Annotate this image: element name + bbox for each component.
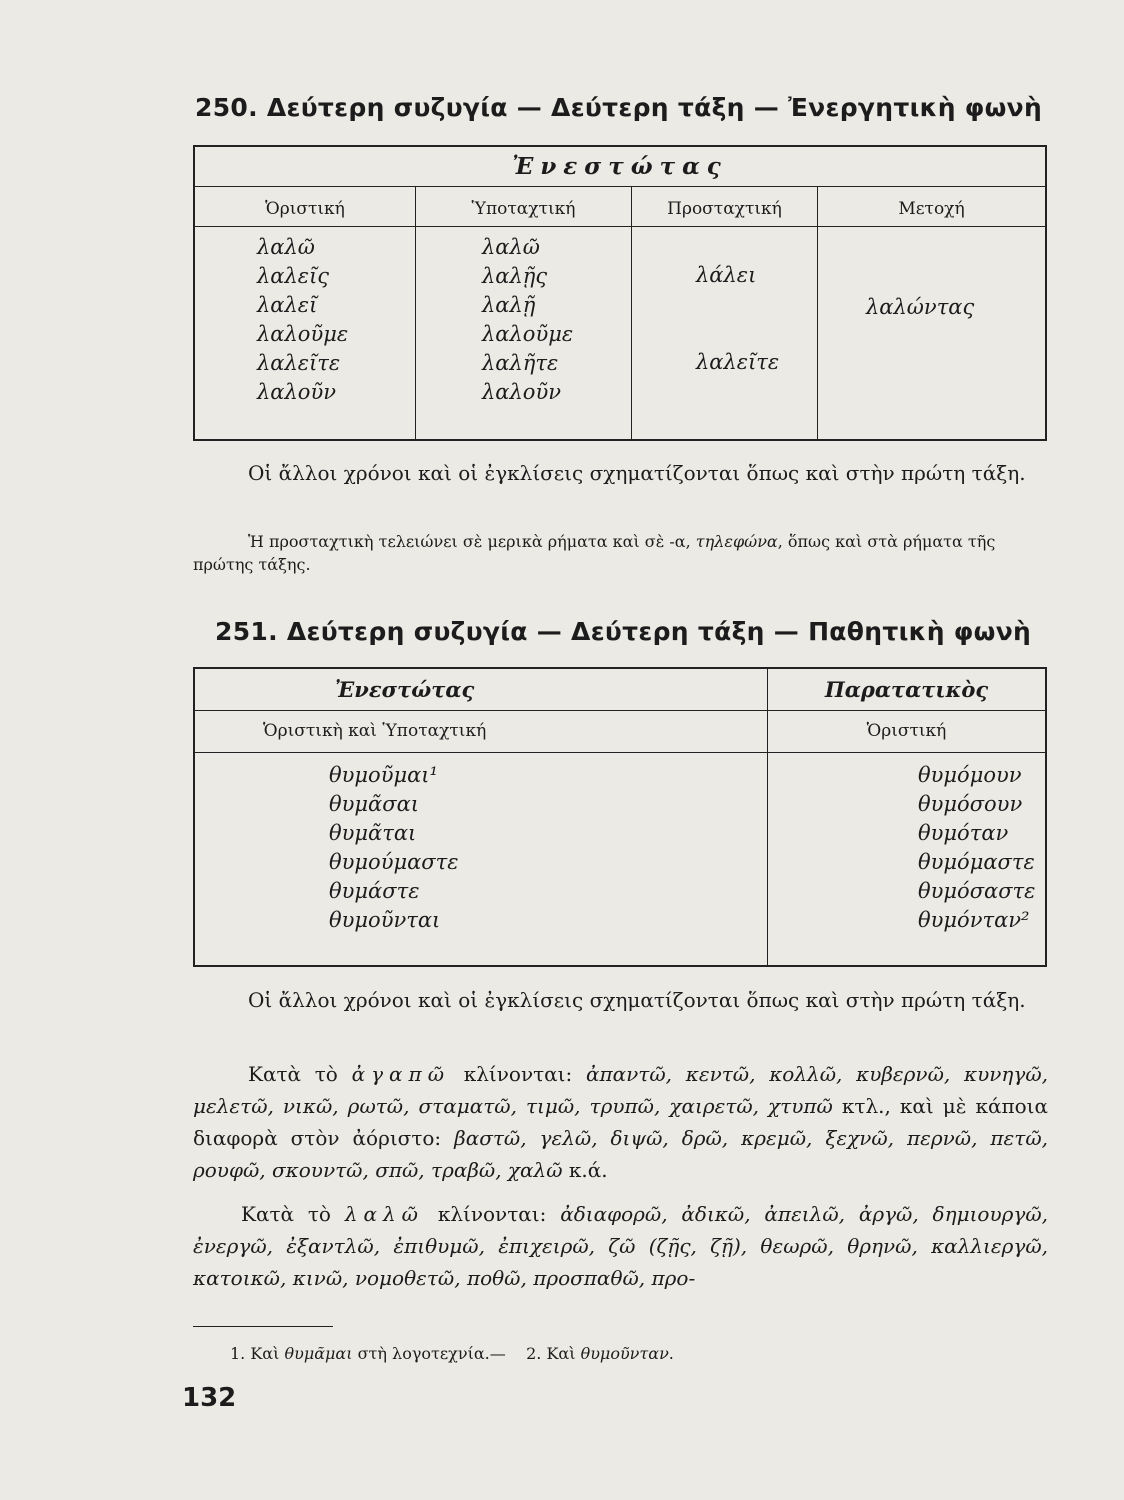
active-voice-table — [193, 145, 1047, 441]
form-item: λαλοῦν — [482, 379, 561, 404]
passive-voice-table — [193, 667, 1047, 967]
participle-forms — [818, 226, 1047, 440]
form-item: θυμόσουν — [918, 791, 1023, 816]
note-example: τηλεφώνα — [695, 532, 778, 551]
present-tense-label: Ἐνεστώτας — [194, 668, 768, 710]
agapo-list-1: ἀπαντῶ, κεντῶ, κολλῶ, κυβερνῶ, κυνηγῶ, μελετῶ, νικῶ, ρωτῶ, σταματῶ, τιμῶ, τρυπῶ, χαιρετῶ, χτυπῶ — [193, 1062, 1048, 1118]
form-item: λαλεῖς — [257, 263, 330, 288]
indicative-forms — [194, 226, 416, 440]
footnotes — [230, 1344, 674, 1363]
footnote-2-rest: . — [668, 1344, 674, 1363]
imperfect-tense-label: Παρατατικὸς — [768, 668, 1047, 710]
section-250-heading: 250. Δεύτερη συζυγία — Δεύτερη τάξη — Ἐνεργητικὴ φωνὴ — [195, 93, 1043, 122]
form-item: θυμούμαστε — [329, 849, 459, 874]
agapo-middle: κτλ., καὶ μὲ κάποια διαφορὰ στὸν ἀόριστο: — [193, 1094, 1048, 1150]
form-item: θυμοῦνται — [329, 907, 441, 932]
form-item: θυμόμαστε — [918, 849, 1035, 874]
agapo-end: κ.ά. — [562, 1158, 608, 1182]
form-item: λαλῇς — [482, 263, 548, 288]
section-250-text: Οἱ ἄλλοι χρόνοι καὶ οἱ ἐγκλίσεις σχηματίζονται ὅπως καὶ στὴν πρώτη τάξη. — [248, 461, 1026, 485]
footnote-1: 1. Καὶ — [230, 1344, 285, 1363]
col-indicative-subjunctive: Ὁριστικὴ καὶ Ὑποταχτική — [194, 710, 768, 752]
form-item: λαλῶ — [482, 234, 540, 259]
agapo-paragraph — [193, 1058, 1048, 1186]
form-item: λαλοῦν — [257, 379, 336, 404]
lalo-list: ἀδιαφορῶ, ἀδικῶ, ἀπειλῶ, ἀργῶ, δημιουργῶ, ἐνεργῶ, ἐξαντλῶ, ἐπιθυμῶ, ἐπιχειρῶ, ζῶ (ζῇς, ζῇ), θεωρῶ, θρηνῶ, καλλιεργῶ, κατοικῶ, κινῶ, νομοθετῶ, ποθῶ, προσπαθῶ, προ- — [193, 1202, 1048, 1290]
form-item: θυμόταν — [918, 820, 1009, 845]
form-item: λαλεῖτε — [257, 350, 341, 375]
col-participle: Μετοχή — [818, 186, 1047, 226]
footnote-1-word: θυμᾶμαι — [284, 1344, 353, 1363]
agapo-lead: Κατὰ τὸ — [248, 1062, 352, 1086]
agapo-list-2: βαστῶ, γελῶ, διψῶ, δρῶ, κρεμῶ, ξεχνῶ, περνῶ, πετῶ, ρουφῶ, σκουντῶ, σπῶ, τραβῶ, χαλῶ — [193, 1126, 1048, 1182]
footnote-1-rest: στὴ λογοτεχνία.— — [352, 1344, 506, 1363]
subjunctive-forms — [416, 226, 632, 440]
form-item: θυμοῦμαι¹ — [329, 762, 438, 787]
section-250-note — [193, 530, 1048, 576]
form-item: θυμόμουν — [918, 762, 1022, 787]
imperfect-forms — [768, 752, 1047, 966]
footnote-2-word: θυμοῦνταν — [580, 1344, 669, 1363]
form-item: θυμᾶσαι — [329, 791, 419, 816]
footnote-2: 2. Καὶ — [526, 1344, 581, 1363]
imperative-forms — [632, 226, 818, 440]
col-subjunctive: Ὑποταχτική — [416, 186, 632, 226]
form-item: λαλοῦμε — [257, 321, 349, 346]
note-text: Ἡ προσταχτικὴ τελειώνει σὲ μερικὰ ρήματα καὶ σὲ -α, — [248, 532, 696, 551]
agapo-mid: κλίνονται: — [450, 1062, 586, 1086]
present-tense-label: Ἐνεστώτας — [512, 153, 728, 180]
form-item: θυμάστε — [329, 878, 420, 903]
form-item: θυμόσαστε — [918, 878, 1036, 903]
form-item: λαλεῖ — [257, 292, 318, 317]
col-imperative: Προσταχτική — [632, 186, 818, 226]
form-item: λαλῆτε — [482, 350, 559, 375]
col-indicative: Ὁριστική — [768, 710, 1047, 752]
page-number: 132 — [182, 1383, 237, 1413]
present-forms — [194, 752, 768, 966]
form-item: λάλει — [696, 262, 757, 287]
section-251-text: Οἱ ἄλλοι χρόνοι καὶ οἱ ἐγκλίσεις σχηματίζονται ὅπως καὶ στὴν πρώτη τάξη. — [248, 988, 1026, 1012]
col-indicative: Ὁριστική — [194, 186, 416, 226]
form-item: θυμόνταν² — [918, 907, 1030, 932]
lalo-paragraph — [193, 1198, 1048, 1294]
lalo-model: λαλῶ — [344, 1202, 424, 1226]
form-item: θυμᾶται — [329, 820, 417, 845]
form-item: λαλώντας — [866, 294, 975, 319]
form-item: λαλῶ — [257, 234, 315, 259]
form-item: λαλῇ — [482, 292, 536, 317]
form-item: λαλεῖτε — [696, 349, 780, 374]
lalo-lead: Κατὰ τὸ — [241, 1202, 345, 1226]
section-251-heading: 251. Δεύτερη συζυγία — Δεύτερη τάξη — Παθητικὴ φωνὴ — [215, 617, 1032, 646]
note-text-end: , ὅπως καὶ στὰ ρήματα τῆς πρώτης τάξης. — [193, 532, 996, 574]
form-item: λαλοῦμε — [482, 321, 574, 346]
agapo-model: ἀγαπῶ — [351, 1062, 450, 1086]
lalo-mid: κλίνονται: — [423, 1202, 561, 1226]
footnote-rule — [193, 1326, 333, 1327]
